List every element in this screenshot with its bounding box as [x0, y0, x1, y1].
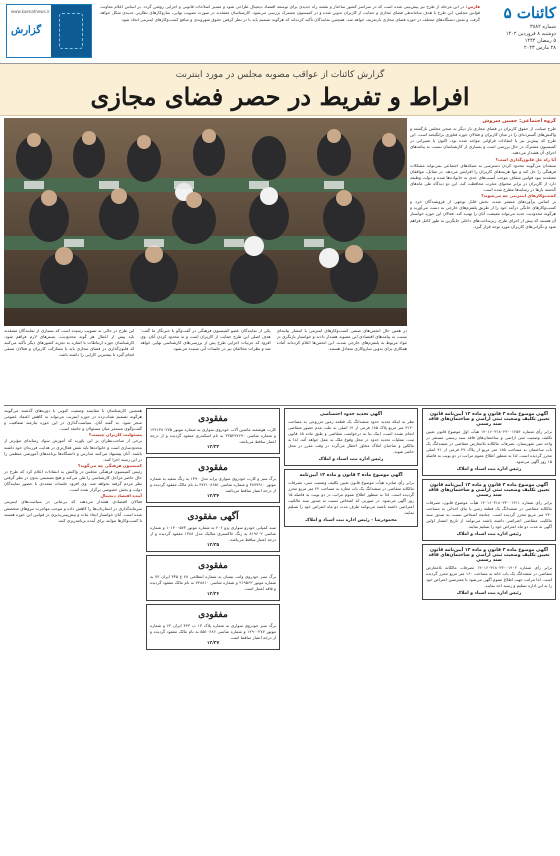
lost-notice-number: ۱۲/۳۶: [206, 592, 220, 597]
article-byline: گروه اجتماعی: حسین سروش: [482, 118, 556, 124]
promo-box[interactable]: [6, 4, 92, 58]
lost-notice: [146, 457, 280, 503]
article-continuation-column: [4, 408, 142, 848]
lost-notice: [146, 604, 280, 650]
legal-notice: [284, 408, 418, 466]
notice-signature: محمودرضا - رئیس اداره ثبت اسناد و املاک: [305, 518, 397, 523]
lost-notice-body: برگ سبز خودروی وانت نیسان به شماره انتظامی ۴۸ ع ۳۳۵ ایران ۷۲ به شماره موتور ۲۱۹۵۶۳ و شماره شاسی ۷۴۸۸۱۰ به نام مالک مفقود گردیده و فاقد اعتبار است.: [150, 574, 276, 591]
lost-notice-number: ۱۲/۳۴: [206, 494, 220, 499]
lost-notice-body: سند کمپانی خودرو سواری پژو ۲۰۶ به شماره موتور ۱۰۱۴۰۰۵۷۳ و شماره شاسی ۸۱۹۶۰۲ به رنگ خاکستری متالیک مدل ۱۳۸۸ مفقود گردیده و از درجه اعتبار ساقط می‌باشد.: [150, 525, 276, 542]
lost-notice: [146, 506, 280, 552]
notice-body: برابر رأی شماره ۱۴۰۱۶۰۳۱۸۰۲۳۰۰۱۲۵۴ هیأت اول موضوع قانون تعیین تکلیف وضعیت ثبتی اراضی و ساختمان‌های فاقد سند رسمی مستقر در واحد ثبتی شهرستان، تصرفات مالکانه بلامعارض متقاضی در ششدانگ یک باب ساختمان به مساحت ۱۸۵ متر مربع از پلاک ۲۷ فرعی از ۴۱ اصلی محرز گردیده است. لذا به منظور اطلاع عموم مراتب در دو نوبت به فاصله ۱۵ روز آگهی می‌شود.: [426, 429, 552, 464]
lost-notice-title: آگهی مفقودی: [187, 512, 239, 522]
promo-graphic-icon: [59, 13, 83, 49]
header-news-body: در این مرحله از طرح نیز پیش‌بینی شده است که در سراسر کشور ساختار و نقشه راه جدیدی برای توسعه اقتصاد دیجیتال طراحی شود و مسیر اصلاحات قانونی و اجرایی روشن گردد. بر اساس اعلام معاونت قوانین مجلس، این طرح با هدف ساماندهی فضای مجازی و حمایت از کاربران تدوین شده و در کمیسیون مشترک بررسی می‌شود. کارشناسان معتقدند در صورت تصویب نهایی، سازوکارهای نظارتی جدیدی شکل خواهد گرفت و نقش دستگاه‌های مختلف در حوزه فضای مجازی بازتعریف خواهد شد. همچنین نمایندگان تأکید کرده‌اند که هرگونه تصمیم باید با در نظر گرفتن حقوق شهروندی و منافع کسب‌وکارهای اینترنتی اتخاذ شود.: [100, 4, 480, 22]
lost-notice-title: مفقودی: [198, 463, 228, 473]
article-subheading: آینده اقتصاد دیجیتال: [100, 493, 142, 499]
notice-title: آگهی موضوع ماده ۳ قانون و ماده ۱۳ آیین‌نامه قانون تعیین تکلیف وضعیت ثبتی اراضی و ساختمان‌های فاقد سند رسمی: [428, 412, 550, 427]
lost-notice-number: ۱۲/۳۳: [206, 445, 220, 450]
main-headline: افراط و تفریط در حصر فضای مجازی: [90, 82, 470, 111]
lost-notices-column: [146, 408, 280, 848]
lost-notice-body: برگ سبز و کارت خودروی سواری پراید مدل ۱۳۹۰ به رنگ سفید به شماره موتور ۳۸۷۷۹۱۰ و شماره شاسی ۴۷۲۱۰۸۶۵۱ به نام مالک مفقود گردیده و از درجه اعتبار ساقط می‌باشد.: [150, 476, 276, 493]
legal-notice: [284, 469, 418, 527]
lost-notice: [146, 408, 280, 454]
issue-number: شماره ۳۸۸۲: [530, 24, 556, 30]
lost-notice-title: مفقودی: [198, 414, 228, 424]
legal-notices-column-2: [284, 408, 418, 848]
article-subheading: کسب‌وکارهای اینترنتی چه می‌شوند؟: [481, 193, 556, 199]
legal-notice: [422, 408, 556, 476]
lost-notice-body: کارت هوشمند ماشین آلات خودروی سواری به شماره موتور ۱۲۴۱۳۸۰۲۷۵ و شماره شاسی ۳۲۵۲۷۷۶۹۰ به نام اسکندری مفقود گردیده و از درجه اعتبار ساقط می‌باشد.: [150, 427, 276, 444]
legal-notices-column-1: [422, 408, 556, 848]
article-column: یکی از نمایندگان عضو کمیسیون فرهنگی در گفت‌وگو با خبرنگار ما گفت: هدف اصلی این طرح حمایت از کاربران است و نه محدود کردن آنان. وی افزود که جزئیات اجرایی طرح پس از بررسی‌های کارشناسی نهایی خواهد شد و نظرات مخالفان نیز در جلسات آتی شنیده می‌شود.: [140, 328, 271, 352]
notice-signature: رئیس اداره ثبت اسناد و املاک: [456, 532, 522, 537]
parliament-photo: [4, 118, 407, 326]
notice-title: آگهی موضوع ماده ۳ قانون و ماده ۱۳ آیین‌نامه: [299, 473, 403, 478]
article-paragraph: همچنین کارشناسان با مقایسه وضعیت کنونی با دوره‌های گذشته می‌گویند هرگونه تصمیم شتاب‌زده در حوزه اینترنت می‌تواند به کاهش اعتماد عمومی منجر شود. به گفته آنان، سیاست‌گذاری در این حوزه نیازمند شفافیت و گفت‌وگوی مستمر میان مسئولان و جامعه است.: [4, 408, 142, 432]
article-subheading: مسئولیت کاربران چیست؟: [88, 432, 142, 438]
legal-notice: [422, 544, 556, 600]
article-paragraph: رئیس کمیسیون فرهنگی مجلس در واکنش به انتقادات اعلام کرد که طرح در حال حاضر مراحل کارشناسی را طی می‌کند و هیچ تصمیمی بدون در نظر گرفتن نظر مردم گرفته نخواهد شد. وی افزود جلسات متعددی با حضور نمایندگان دولت و بخش خصوصی برگزار شده است.: [4, 468, 142, 493]
article-subheading: کمیسیون فرهنگی چه می‌گوید؟: [78, 462, 142, 468]
article-paragraph: بر اساس برآوردهای منتشر شده، بخش قابل توجهی از فروشندگان خرد و کسب‌وکارهای خانگی درآمد خود را از طریق پلتفرم‌های خارجی به دست می‌آورند و هرگونه محدودیت جدید می‌تواند معیشت آنان را تهدید کند. فعالان این حوزه خواستار آن هستند که پیش از اجرای طرح، زیرساخت‌های داخلی جایگزین به طور کامل فراهم شود و نگرانی‌های کاربران مورد توجه قرار گیرد.: [410, 199, 556, 229]
article-right-column: [410, 118, 556, 403]
notice-title: آگهی تحدید حدود اختصاصی: [319, 412, 383, 417]
headline-kicker: گزارش کائنات از عواقب مصوبه مجلس در مورد اینترنت: [175, 70, 385, 80]
parliament-photo-image: [4, 118, 407, 326]
issue-date-solar: دوشنبه ۸ فروردین ۱۴۰۲: [505, 31, 556, 37]
newspaper-brand: [484, 4, 556, 52]
brand-name: کائنات ۵: [503, 4, 556, 22]
lost-notice-number: ۱۲/۳۷: [206, 641, 220, 646]
section-divider: [4, 405, 556, 406]
masthead: [0, 0, 560, 64]
notice-signature: رئیس اداره ثبت اسناد و املاک: [456, 467, 522, 472]
notice-title: آگهی موضوع ماده ۳ قانون و ماده ۱۳ آیین‌نامه قانون تعیین تکلیف وضعیت ثبتی اراضی و ساختمان‌های فاقد سند رسمی: [428, 483, 550, 498]
lost-notice-title: مفقودی: [198, 561, 228, 571]
notice-signature: رئیس اداره ثبت اسناد و املاک: [456, 591, 522, 596]
lost-notice-title: مفقودی: [198, 610, 228, 620]
notice-body: برابر رأی شماره ۱۴۰۱۶۰۳۱۸۰۲۳۰۰۱۴۰۲ تصرفات مالکانه بلامعارض متقاضی در ششدانگ یک باب خانه به مساحت ۱۶۰ متر مربع محرز گردیده است. لذا مراتب جهت اطلاع عموم آگهی می‌شود تا معترضین اعتراض خود را به این اداره تسلیم و رسید اخذ نمایند.: [426, 565, 552, 588]
lost-notice-body: برگ سبز خودروی سواری به شماره پلاک ۱۳ ب ۳۴۳ ایران ۶۲ و شماره موتور ۱۲۹۰۰۲۷۷ و شماره شاسی ۵۵۱۰۶۸۶ به نام مالک مفقود گردیده و از درجه اعتبار ساقط است.: [150, 623, 276, 640]
header-news-label: فارس:: [465, 4, 480, 9]
brand-meta: [484, 24, 556, 52]
promo-url: www.kaenatnews.ir: [11, 9, 50, 14]
issue-date-lunar: ۵ رمضان ۱۴۴۴: [524, 38, 556, 44]
article-column: این طرح در حالی به تصویب رسیده است که بسیاری از نمایندگان معتقدند باید پیش از اعمال هر گونه محدودیت، بسترهای لازم فراهم شود. کارشناسان حوزه ارتباطات با اشاره به تجربه کشورهای دیگر تأکید می‌کنند که قانون‌گذاری در فضای مجازی باید با مشارکت کاربران و فعالان صنفی انجام گیرد تا بیشترین کارایی را داشته باشد.: [4, 328, 135, 358]
header-news-text: [100, 4, 480, 58]
article-paragraph: برخی از صاحب‌نظران بر این باورند که آموزش سواد رسانه‌ای مؤثرتر از محدودسازی است و خانواده‌ها باید نقش فعال‌تری در هدایت فرزندان خود داشته باشند. آنان پیشنهاد می‌کنند مدارس و دانشگاه‌ها برنامه‌های آموزشی منظمی را در این زمینه اجرا کنند.: [4, 438, 142, 462]
promo-label: گزارش: [11, 25, 42, 36]
lost-notice-number: ۱۲/۳۵: [206, 543, 220, 548]
issue-date-gregorian: ۲۸ مارس ۲۰۲۳: [523, 45, 556, 51]
notice-body: نظر به اینکه تحدید حدود ششدانگ یک قطعه زمین مزروعی به مساحت ۳۱۲۰ متر مربع پلاک ۱۸۵ فرعی از ۱۲ اصلی به علت عدم حضور متقاضی انجام نشده است، اینک بنا به درخواست متقاضی و طبق ماده ۱۵ قانون ثبت، عملیات تحدید حدود در محل وقوع ملک به عمل خواهد آمد. لذا به مالکین و صاحبان املاک مجاور اخطار می‌گردد در وقت مقرر در محل حاضر شوند.: [288, 419, 414, 454]
legal-notice: [422, 479, 556, 541]
article-subheading: آیا راه حل قانون‌گذاری است؟: [495, 156, 556, 162]
notice-body: برابر رأی شماره ۱۴۰۱۶۰۳۱۸۰۲۳۰۰۱۳۱۱ هیأت موضوع قانون، تصرفات مالکانه متقاضی در ششدانگ یک قطعه زمین با بنای احداثی به مساحت ۲۴۰ متر مربع محرز گردیده است. چنانچه اشخاص نسبت به صدور سند مالکیت متقاضی اعتراضی داشته باشند می‌توانند از تاریخ انتشار اولین آگهی به مدت دو ماه اعتراض خود را تسلیم نمایند.: [426, 500, 552, 529]
article-paragraph: طرح صیانت از حقوق کاربران در فضای مجازی بار دیگر به صحن مجلس بازگشته و واکنش‌های گسترده‌ای را در میان کاربران و فعالان حوزه فناوری برانگیخته است. این طرح که پیش‌تر نیز با انتقادات فراوانی مواجه شده بود، اکنون با تغییراتی در کمیسیون مشترک در حال بررسی است و بسیاری از کارشناسان نسبت به پیامدهای اجرای آن هشدار می‌دهند.: [410, 126, 556, 156]
article-paragraph: فعالان اقتصادی هشدار می‌دهند که بی‌ثباتی در سیاست‌های اینترنتی سرمایه‌گذاری در استارتاپ‌ها را کاهش داده و موجب مهاجرت نیروهای متخصص شده است. آنان خواستار ایجاد ثبات و پیش‌بینی‌پذیری در قوانین این حوزه هستند تا کسب‌وکارها بتوانند برای آینده برنامه‌ریزی کنند.: [4, 499, 142, 523]
article-column: در همین حال انجمن‌های صنفی کسب‌وکارهای اینترنتی با انتشار بیانیه‌ای نسبت به پیامدهای اقتصادی این مصوبه هشدار دادند و خواستار بازنگری در مواد مربوط به پلتفرم‌های خارجی شدند. این انجمن‌ها اعلام کرده‌اند آماده همکاری برای تدوین سازوکاری متعادل هستند.: [276, 328, 407, 352]
article-paragraph: منتقدان می‌گویند محدود کردن دسترسی به شبکه‌های اجتماعی نمی‌تواند مشکلات فرهنگی را حل کند و تنها هزینه‌های کاربران را افزایش می‌دهد. در مقابل، موافقان معتقدند نبود قوانین شفاف موجب آسیب‌های جدی به خانواده‌ها شده و دولت وظیفه دارد از کاربران در برابر محتوای مخرب محافظت کند. این دو دیدگاه طی ماه‌های گذشته بارها در رسانه‌ها مطرح شده است.: [410, 162, 556, 193]
article-mid-strip: [4, 328, 407, 402]
notice-signature: رئیس اداره ثبت اسناد و املاک: [318, 457, 384, 462]
notice-title: آگهی موضوع ماده ۳ قانون و ماده ۱۳ آیین‌نامه قانون تعیین تکلیف وضعیت ثبتی اراضی و ساختمان‌های فاقد سند رسمی: [428, 548, 550, 563]
lost-notice: [146, 555, 280, 601]
notice-body: برابر رأی صادره هیأت موضوع قانون تعیین تکلیف وضعیت ثبتی، تصرفات مالکانه متقاضی در ششدانگ یک باب مغازه به مساحت ۴۲ متر مربع محرز گردیده است. لذا به منظور اطلاع عموم مراتب در دو نوبت به فاصله ۱۵ روز آگهی می‌شود. در صورتی که اشخاص نسبت به صدور سند مالکیت اعتراضی داشته باشند می‌توانند ظرف مدت دو ماه اعتراض خود را تسلیم نمایند.: [288, 480, 414, 515]
